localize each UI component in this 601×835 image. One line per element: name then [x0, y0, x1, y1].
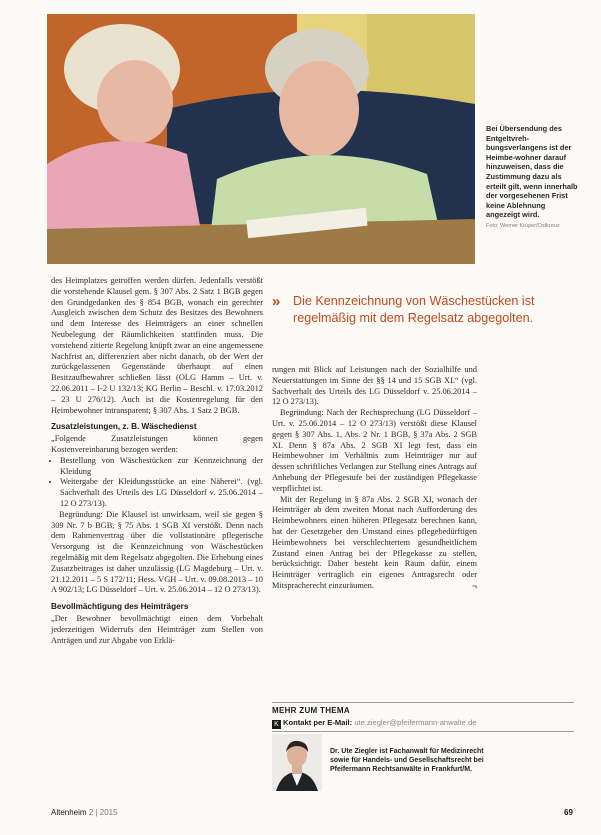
list-item: • Bestellung von Wäschestücken zur Kennzeichnung der Kleidung	[60, 456, 263, 478]
issue-number: 2 | 2015	[88, 808, 118, 817]
right-paragraph-2: Begründung: Nach der Rechtsprechung (LG Düsseldorf – Urt. v. 25.06.2014 – 12 O 273/13) verstößt diese Klausel gegen § 307 Abs. 1, Abs. 2 Nr. 1 BGB, § 37a Abs. 2 SGB XI. Denn § 87a Abs. 2 SGB XI legt fest, dass ein Heimbewohner im Verhältnis zum Heimträger nur auf dessen schriftliches Verlangen zur Stellung eines Antrags auf Anhebung der Pflegestufe bei der zuständigen Pflegekasse verpflichtet ist.	[272, 408, 477, 493]
author-photo	[272, 734, 322, 791]
photo-credit: Foto: Werner Krüper/Ostkreuz	[486, 222, 560, 229]
pull-quote	[272, 293, 572, 327]
end-mark-icon: ¬	[472, 580, 477, 591]
photo-illustration	[47, 14, 475, 264]
k-icon: K	[272, 720, 281, 729]
photo-caption	[486, 124, 578, 232]
right-paragraph-3-text: Mit der Regelung in § 87a Abs. 2 SGB XI, wonach der Heimträger ab dem zweiten Monat nach Aufforderung des Heimbewohners einen höheren Pflegesatz berechnen kann, hat der Gesetzgeber den Umstand eines pflegebedürftigen Heimbewohners bei verschlechtertem gesundheitlichem Zustand einen Antrag bei der Pflegekasse zu stellen, berücksichtigt. Daher besteht kein Raum dafür, einem Heimträger vertraglich ein eigenes Antragsrecht oder Mitspracherecht einzuräumen.	[272, 494, 477, 590]
footer-magazine	[51, 808, 118, 817]
page-number: 69	[564, 808, 573, 817]
left-paragraph-1: des Heimplatzes getroffen werden dürfen. Jedenfalls verstößt die vorstehende Klausel gem. § 307 Abs. 2 Satz 1 BGB gegen den Grundgedanken des § 854 BGB, wonach ein gerechter Ausgleich zwischen dem Schutz des Besitzes des Bewohners und dem Interesse des Heimträgers an einer schnellen Neubelegung der Räumlichkeiten stattfinden muss. Die vorstehend zitierte Regelung knüpft zwar an eine angemessene Nachfrist an, differenziert aber nicht danach, ob der Wert der zurückgelassenen Gegenstände überhaupt auf einen Besitzaufbewahrer schließen lässt (OLG Hamm – Urt. v. 22.06.2011 – I-2 U 132/13; KG Berlin – Beschl. v. 17.03.2012 – 23 U 276/12). Auch ist die Kostenregelung für den Heimbewohner intransparent; § 307 Abs. 1 Satz 2 BGB.	[51, 276, 263, 415]
left-paragraph-3: Begründung: Die Klausel ist unwirksam, weil sie gegen § 309 Nr. 7 b BGB, § 75 Abs. 1 SGB XI verstößt. Denn nach dem Rahmenvertrag über die vollstationäre pflegerische Versorgung ist die Kennzeichnung von Wäschestücken regelmäßig mit dem Regelsatz abgegolten. Die Erhebung eines Zusatzbeitrages ist daher unzulässig (LG Magdeburg – Urt. v. 21.12.2011 – 5 S 172/11; Hess. VGH – Urt. v. 09.08.2013 – 10 A 902/13; LG Düsseldorf – Urt. v. 25.06.2014 – 12 O 273/13).	[51, 509, 263, 595]
pull-quote-text: Die Kennzeichnung von Wäschestücken ist regelmäßig mit dem Regelsatz abgegolten.	[293, 294, 535, 325]
caption-text: Bei Übersendung des Entgeltvreh-bungsverlangens ist der Heimbe-wohner darauf hinzuweisen, dass die Zustimmung dazu als erteilt gilt, wenn innerhalb der vorgesehenen Frist keine Ablehnung angezeigt wird.	[486, 124, 578, 220]
author-bio: Dr. Ute Ziegler ist Fachanwalt für Medizinrecht sowie für Handels- und Gesellschaftsrecht bei Pfeifermann Rechtsanwälte in Frankfurt/M.	[330, 748, 484, 774]
left-paragraph-2: „Folgende Zusatzleistungen können gegen Kostenvereinbarung bezogen werden:	[51, 434, 263, 454]
heading-bevollmaechtigung: Bevollmächtigung des Heimträgers	[51, 602, 189, 612]
photo-two-elderly-women	[47, 14, 475, 264]
quote-mark-icon: »	[272, 293, 281, 310]
divider	[272, 731, 574, 732]
contact-email-link[interactable]: ute.ziegler@pfeifermann-anwalte.de	[354, 718, 477, 727]
author-portrait	[272, 734, 322, 791]
left-column	[51, 276, 263, 646]
list-item: • Weitergabe der Kleidungsstücke an eine Näherei“. (vgl. Sachverhalt des Urteils des LG Düsseldorf v. 25.06.2014 – 12 O 273/13).	[60, 477, 263, 509]
bullet-list	[51, 456, 263, 510]
left-paragraph-4: „Der Bewohner bevollmächtigt einen dem Vorbehalt jederzeitigen Widerrufs den Heimträger zum Stellen von Anträgen und zur Abgabe von Erklä-	[51, 613, 263, 645]
right-paragraph-1: rungen mit Blick auf Leistungen nach der Sozialhilfe und Neuerstattungen im Sinne der §§ 14 und 15 SGB XI.“ (vgl. Sachverhalt des Urteils des LG Düsseldorf v. 25.06.2014 – 12 O 273/13).	[272, 365, 477, 407]
mehr-zum-thema-heading: MEHR ZUM THEMA	[272, 706, 350, 715]
heading-zusatzleistungen: Zusatzleistungen, z. B. Wäschedienst	[51, 422, 197, 432]
right-paragraph-3	[272, 495, 477, 592]
contact-label: Kontakt per E-Mail:	[283, 718, 353, 727]
right-column	[272, 365, 477, 592]
magazine-name: Altenheim	[51, 808, 87, 817]
contact-line	[272, 718, 476, 729]
divider	[272, 702, 574, 703]
